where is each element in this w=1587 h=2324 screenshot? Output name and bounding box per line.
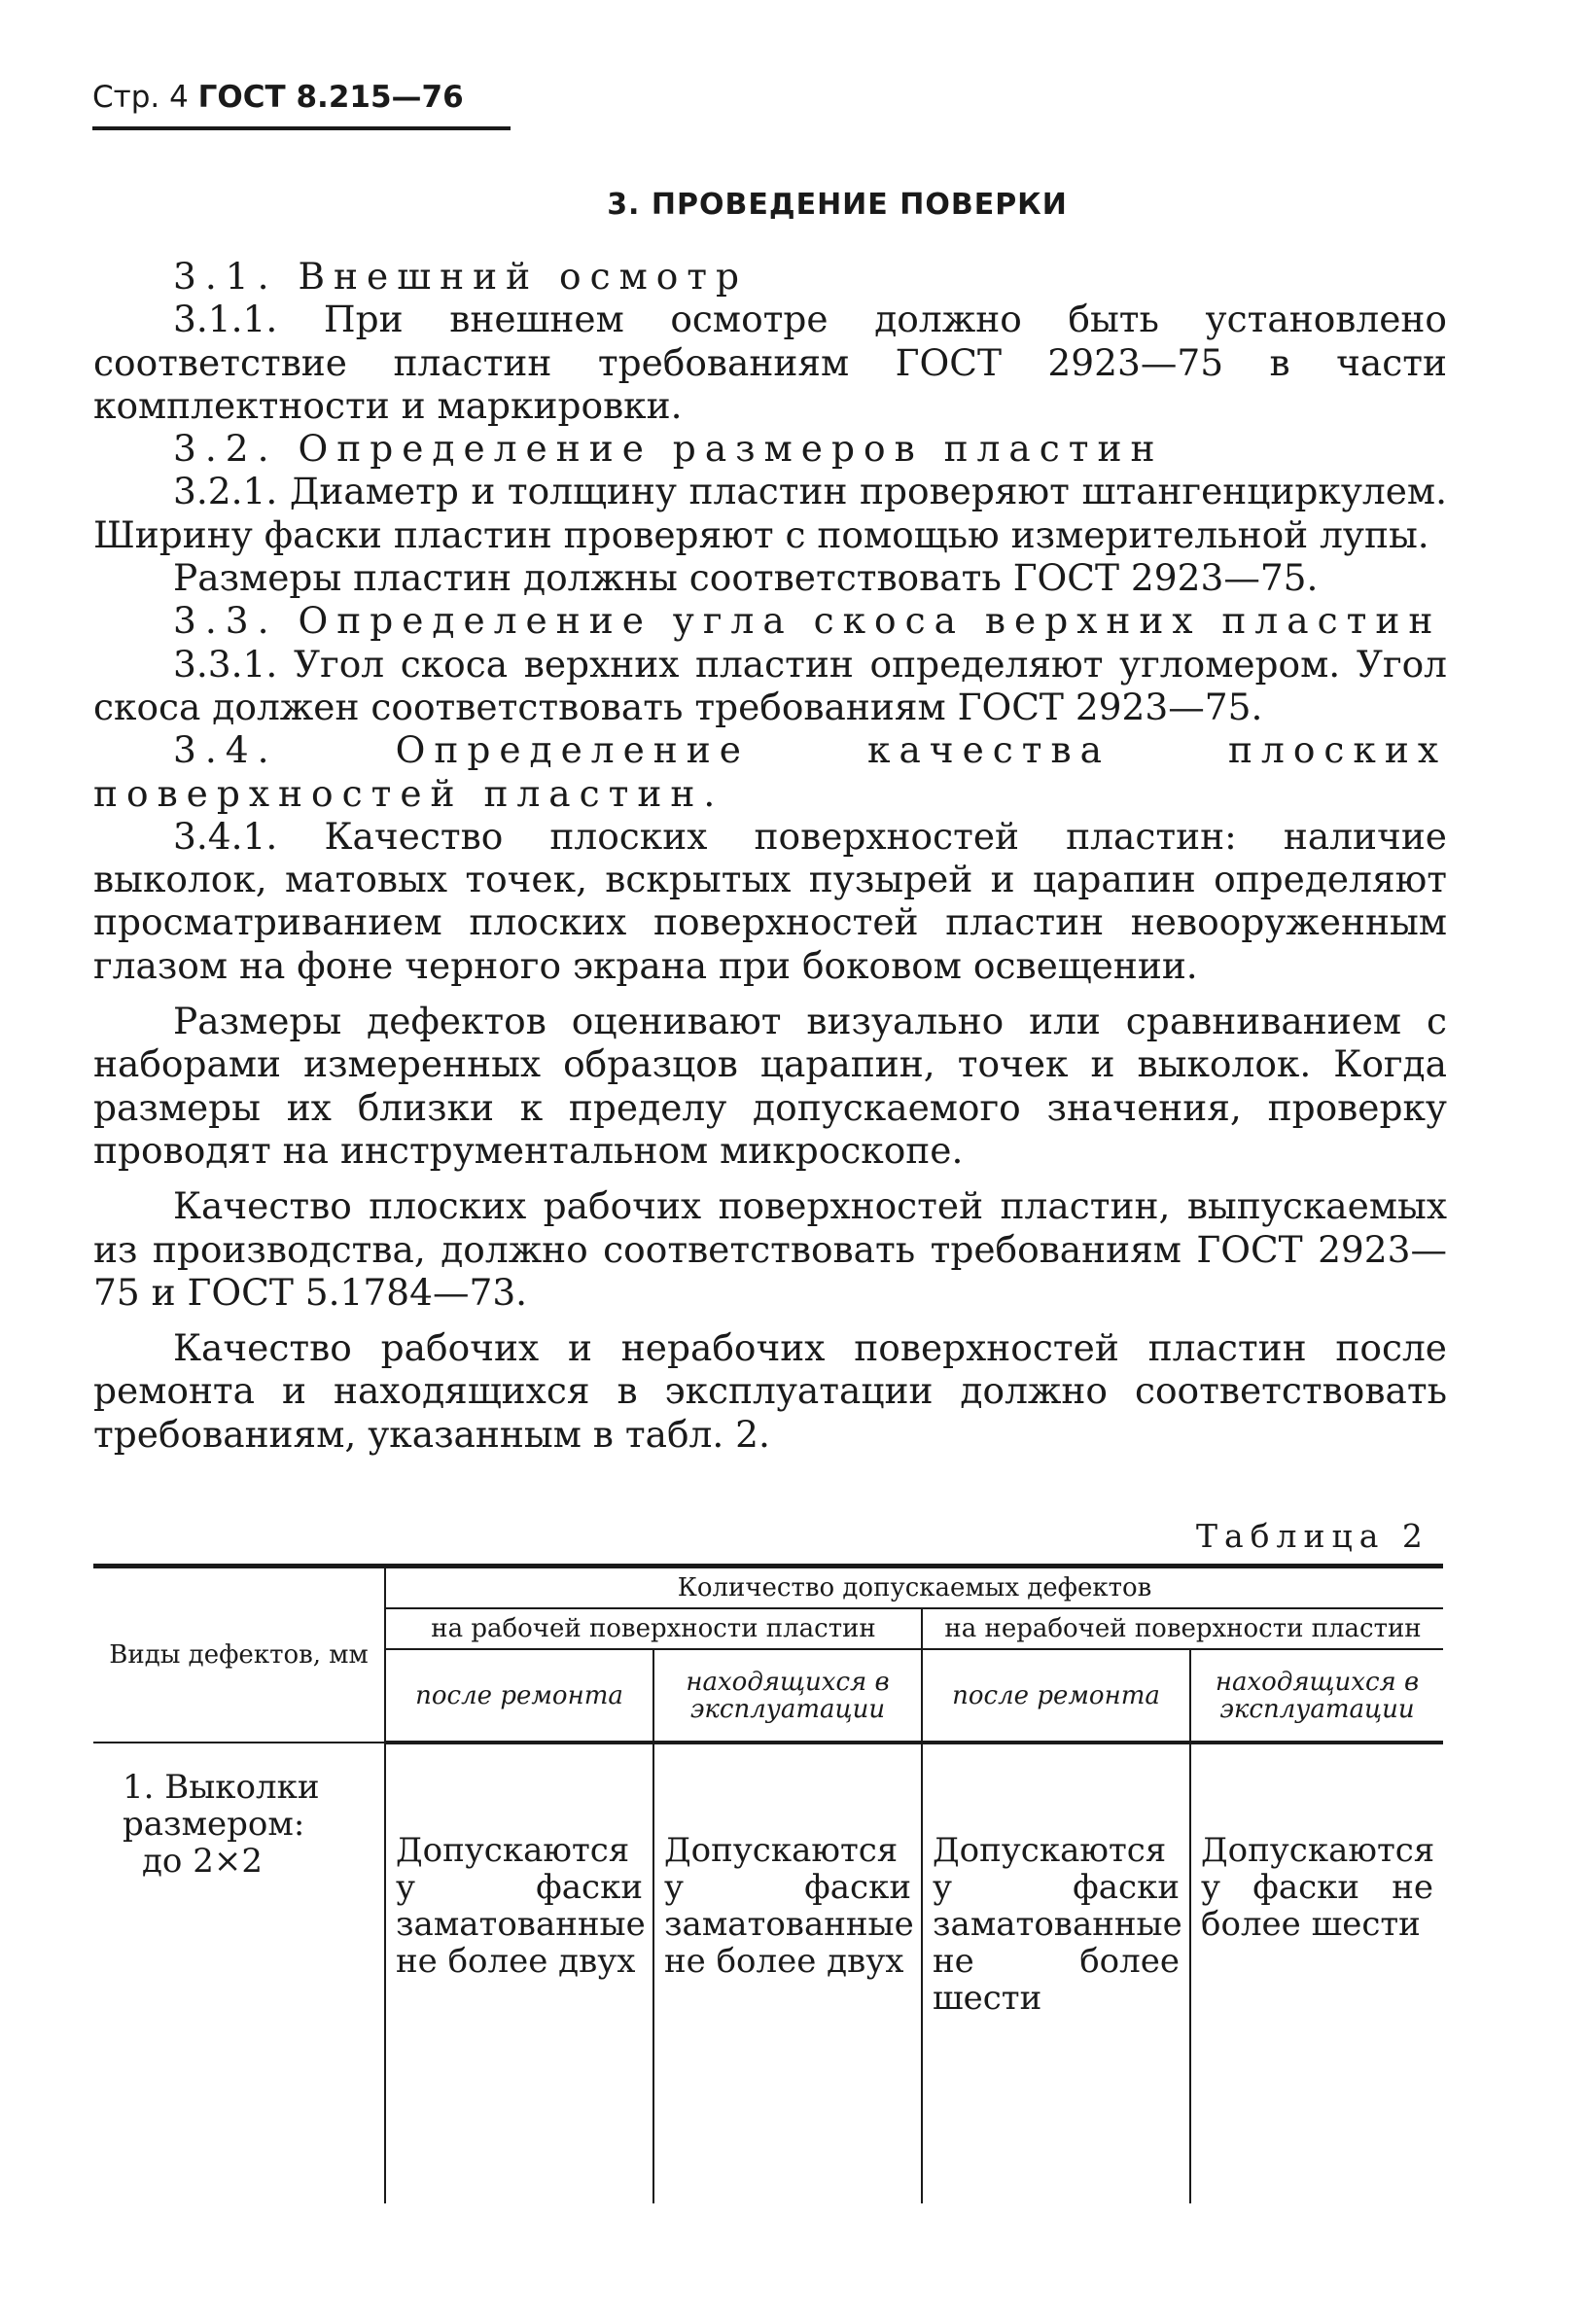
paragraph: 3.4.1. Качество плоских поверхностей пластин: наличие выколок, матовых точек, вскрытых пузырей и царапин определяют просматриванием плоских поверхностей пластин невооруженным глазом на фоне черного экрана при боковом освещении.: [93, 814, 1447, 987]
paragraph: 3.2. Определение размеров пластин: [173, 427, 1164, 471]
section-title: 3. ПРОВЕДЕНИЕ ПОВЕРКИ: [607, 188, 1068, 222]
paragraph: 3.3.1. Угол скоса верхних пластин определяют угломером. Угол скоса должен соответствовать требованиям ГОСТ 2923—75.: [93, 642, 1447, 728]
paragraph: Размеры пластин должны соответствовать ГОСТ 2923—75.: [173, 556, 1319, 600]
col-defect-types: Виды дефектов, мм: [93, 1567, 385, 1743]
header-rule: [92, 126, 511, 130]
page-header: [92, 80, 511, 115]
paragraph: 3.1. Внешний осмотр: [173, 255, 749, 298]
defect-name-line: размером:: [123, 1805, 305, 1844]
paragraph: 3.4. Определение качества плоских поверхностей пластин.: [93, 728, 1447, 815]
nonworking-surface-header: на нерабочей поверхности пластин: [922, 1608, 1443, 1649]
body-text: [93, 255, 1447, 1456]
after-repair-header: после ремонта: [385, 1649, 653, 1743]
defect-name-cell: [93, 1743, 385, 2203]
paragraph: 3.3. Определение угла скоса верхних пластин: [173, 599, 1442, 643]
paragraph: 3.2.1. Диаметр и толщину пластин проверяют штангенциркулем. Ширину фаски пластин проверяют с помощью измерительной лупы.: [93, 470, 1447, 556]
table-cell: Допускаются у фаски заматованные не более двух: [385, 1743, 653, 2203]
paragraph: 3.1.1. При внешнем осмотре должно быть установлено соответствие пластин требованиям ГОСТ 2923—75 в части комплектности и маркировки.: [93, 298, 1447, 427]
page-number: Стр. 4: [92, 80, 189, 115]
table-row: [93, 1743, 1443, 2203]
paragraph: Качество рабочих и нерабочих поверхностей пластин после ремонта и находящихся в эксплуатации должно соответствовать требованиям, указанным в табл. 2.: [93, 1326, 1447, 1456]
in-service-header: находящихся в эксплуатации: [1190, 1649, 1443, 1743]
defect-name-line: 1. Выколки: [123, 1768, 320, 1807]
table-cell: Допускаются у фаски не более шести: [1190, 1743, 1443, 2203]
defects-table: [93, 1564, 1443, 2203]
table-cell: Допускаются у фаски заматованные не более двух: [653, 1743, 922, 2203]
group-header: Количество допускаемых дефектов: [385, 1567, 1443, 1609]
paragraph: Качество плоских рабочих поверхностей пластин, выпускаемых из производства, должно соответствовать требованиям ГОСТ 2923—75 и ГОСТ 5.1784—73.: [93, 1184, 1447, 1314]
working-surface-header: на рабочей поверхности пластин: [385, 1608, 922, 1649]
standard-number: ГОСТ 8.215—76: [197, 80, 464, 115]
table-cell: Допускаются у фаски заматованные не более шести: [922, 1743, 1190, 2203]
after-repair-header: после ремонта: [922, 1649, 1190, 1743]
table-caption: Таблица 2: [1196, 1517, 1429, 1555]
paragraph: Размеры дефектов оценивают визуально или сравниванием с наборами измеренных образцов царапин, точек и выколок. Когда размеры их близки к пределу допускаемого значения, проверку проводят на инструментальном микроскопе.: [93, 1000, 1447, 1172]
defect-name-line: до 2×2: [142, 1842, 263, 1881]
in-service-header: находящихся в эксплуатации: [653, 1649, 922, 1743]
